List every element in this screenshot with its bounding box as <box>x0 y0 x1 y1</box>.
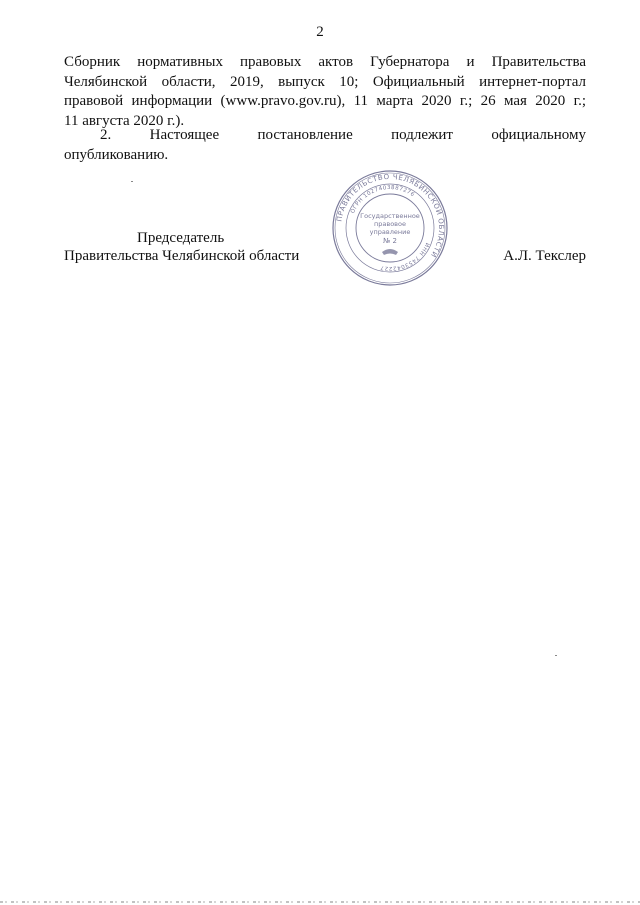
scan-border-strip <box>0 901 640 903</box>
seal-inner-line: Государственное <box>360 212 420 220</box>
signatory-organization: Правительства Челябинской области <box>64 248 300 264</box>
paragraph-line: опубликованию. <box>64 146 169 163</box>
scan-speck <box>555 655 557 656</box>
paragraph-line: правовой информации (www.pravo.gov.ru), 11 марта 2020 г.; 26 мая 2020 г.; <box>64 93 586 109</box>
seal-inner-line: правовое <box>374 220 406 228</box>
paragraph-line: 2. Настоящее постановление подлежит официальному <box>100 127 586 143</box>
seal-outer-text: ПРАВИТЕЛЬСТВО ЧЕЛЯБИНСКОЙ ОБЛАСТИ <box>335 172 446 259</box>
paragraph-line: Челябинской области, 2019, выпуск 10; Официальный интернет-портал <box>64 73 586 90</box>
seal-inner-number: № 2 <box>383 237 397 245</box>
scan-speck <box>131 181 133 182</box>
seal-inn-text: ИНН 7453042227 <box>379 241 430 272</box>
seal-inner-line: управление <box>369 228 411 236</box>
official-seal <box>330 168 450 288</box>
paragraph-publication <box>64 126 586 165</box>
paragraph-line: 11 августа 2020 г.). <box>64 112 185 129</box>
paragraph-line: Сборник нормативных правовых актов Губернатора и Правительства <box>64 54 586 70</box>
page-number: 2 <box>316 24 324 40</box>
signatory-name: А.Л. Текслер <box>503 248 586 264</box>
seal-emblem-icon <box>382 249 398 255</box>
signatory-title: Председатель <box>137 230 225 246</box>
paragraph-sources <box>64 53 586 131</box>
seal-ogrn-text: ОГРН 1027403887276 <box>350 184 416 215</box>
